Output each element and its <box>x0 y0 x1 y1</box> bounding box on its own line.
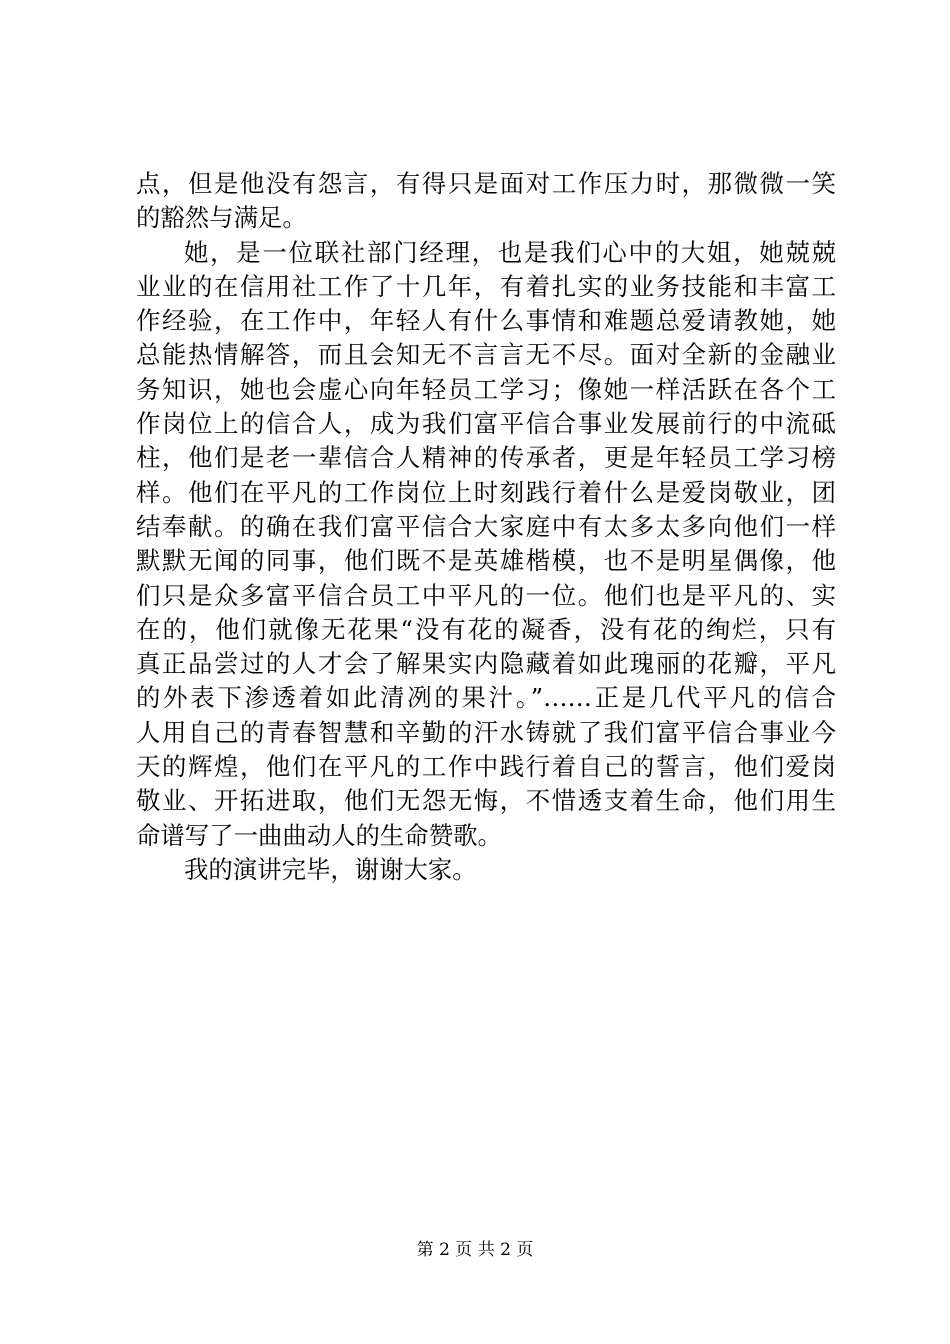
text-line: 的外表下渗透着如此清冽的果汁。”……正是几代平凡的信合 <box>136 683 836 713</box>
text-line: 我的演讲完毕，谢谢大家。 <box>184 854 477 884</box>
text-line: 总能热情解答，而且会知无不言言无不尽。面对全新的金融业 <box>136 340 836 370</box>
text-line: 她，是一位联社部门经理，也是我们心中的大姐，她兢兢 <box>184 237 836 267</box>
text-line: 作经验，在工作中，年轻人有什么事情和难题总爱请教她，她 <box>136 306 836 336</box>
text-line: 天的辉煌，他们在平凡的工作中践行着自己的誓言，他们爱岗 <box>136 752 836 782</box>
text-line: 敬业、开拓进取，他们无怨无悔，不惜透支着生命，他们用生 <box>136 786 836 816</box>
text-line: 柱，他们是老一辈信合人精神的传承者，更是年轻员工学习榜 <box>136 443 836 473</box>
text-line: 在的，他们就像无花果“没有花的凝香，没有花的绚烂，只有 <box>136 614 836 644</box>
page-number-footer: 第 2 页 共 2 页 <box>416 1240 534 1260</box>
text-line: 作岗位上的信合人，成为我们富平信合事业发展前行的中流砥 <box>136 409 836 439</box>
document-body <box>136 167 836 887</box>
text-line: 业业的在信用社工作了十几年，有着扎实的业务技能和丰富工 <box>136 271 836 301</box>
text-line: 默默无闻的同事，他们既不是英雄楷模，也不是明星偶像，他 <box>136 546 836 576</box>
text-line: 真正品尝过的人才会了解果实内隐藏着如此瑰丽的花瓣，平凡 <box>136 649 836 679</box>
text-line: 结奉献。的确在我们富平信合大家庭中有太多太多向他们一样 <box>136 511 836 541</box>
text-line: 的豁然与满足。 <box>136 203 307 233</box>
text-line: 人用自己的青春智慧和辛勤的汗水铸就了我们富平信合事业今 <box>136 717 836 747</box>
text-line: 点，但是他没有怨言，有得只是面对工作压力时，那微微一笑 <box>136 169 836 198</box>
text-line: 样。他们在平凡的工作岗位上时刻践行着什么是爱岗敬业，团 <box>136 477 836 507</box>
text-line: 们只是众多富平信合员工中平凡的一位。他们也是平凡的、实 <box>136 580 836 610</box>
text-line: 命谱写了一曲曲动人的生命赞歌。 <box>136 820 502 850</box>
text-line: 务知识，她也会虚心向年轻员工学习；像她一样活跃在各个工 <box>136 374 836 404</box>
